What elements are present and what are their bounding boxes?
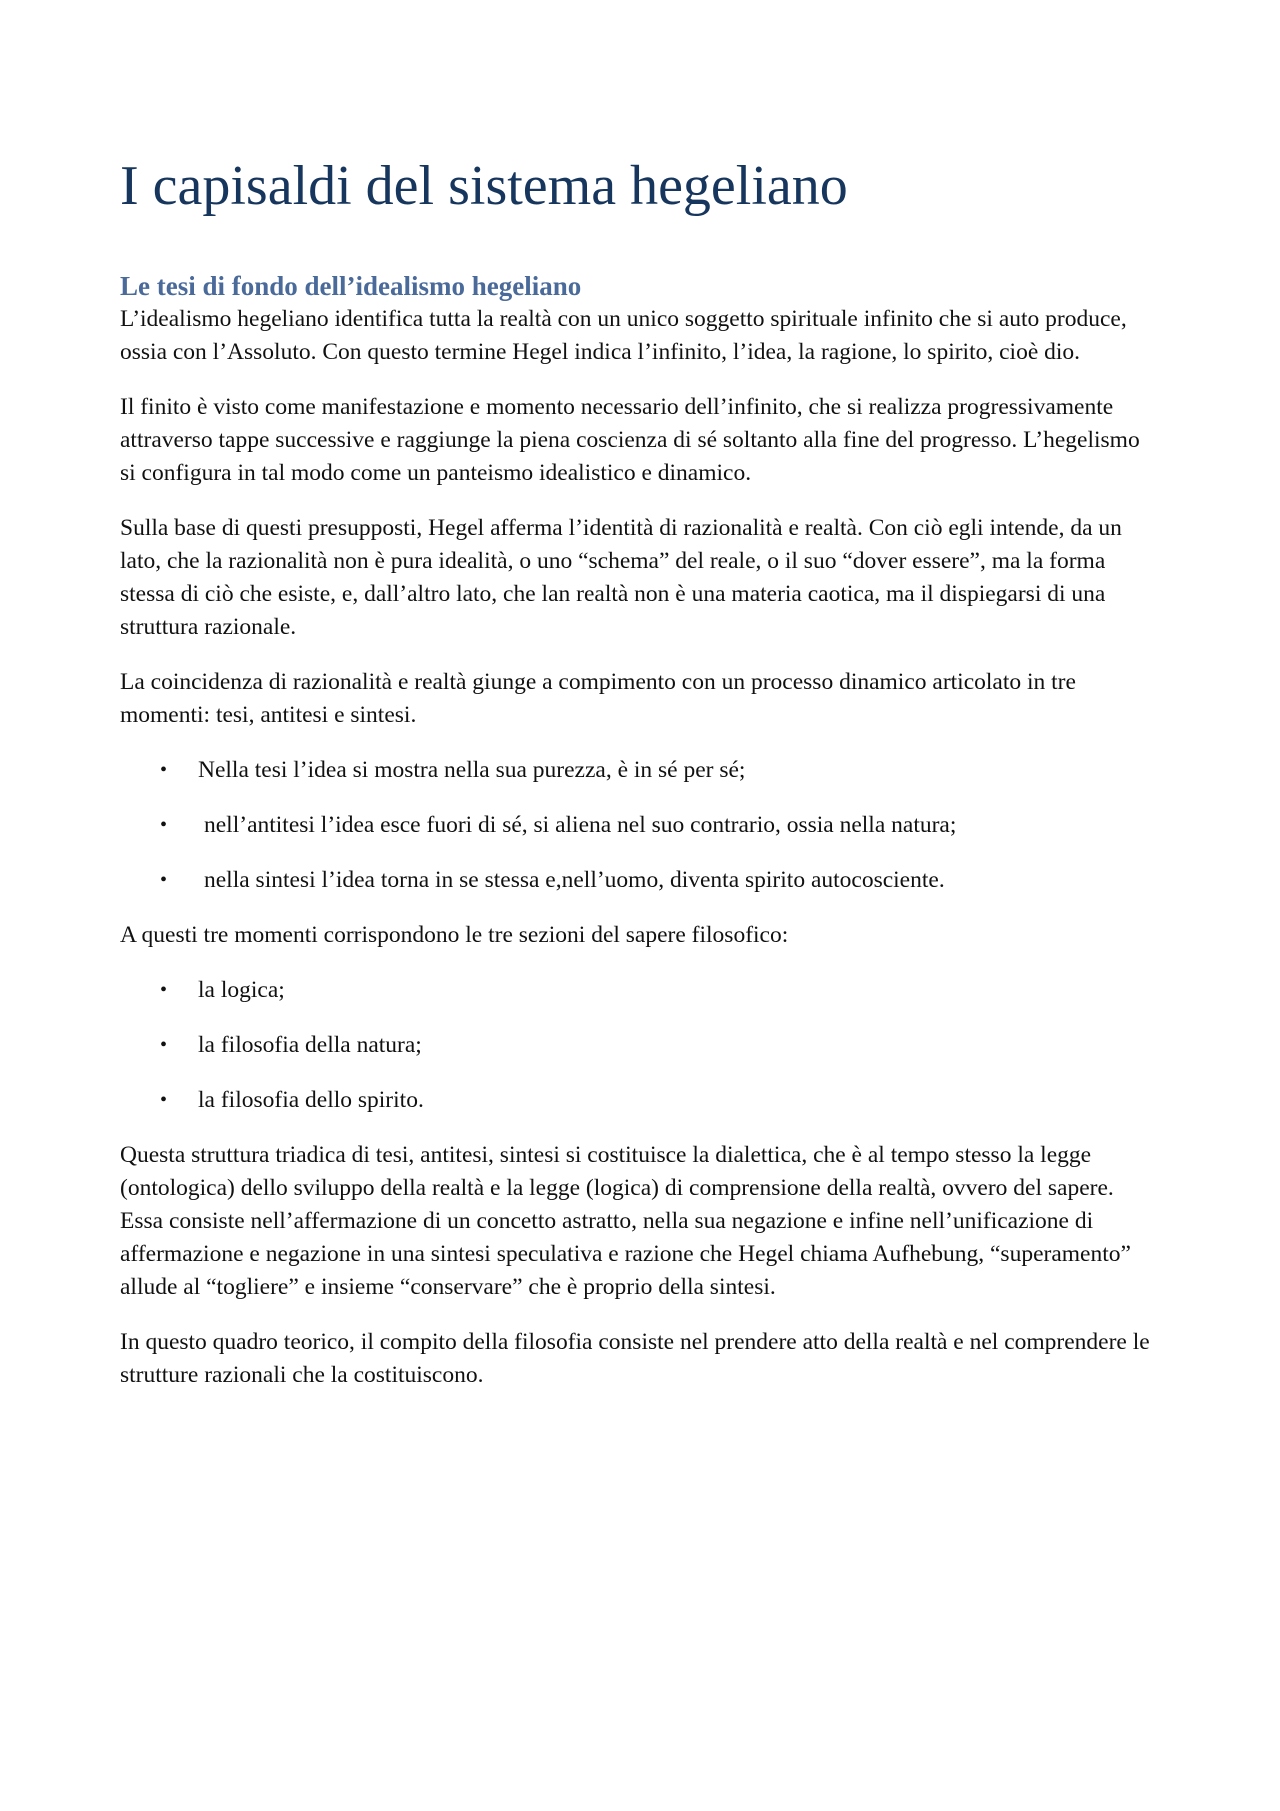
bullet-icon: • [160, 1034, 168, 1056]
paragraph-assoluto: L’idealismo hegeliano identifica tutta la realtà con un unico soggetto spirituale infinito che si auto produce, ossia con l’Assoluto. Con questo termine Hegel indica l’infinito, l’idea, la ragione, lo spirito, cioè dio. [120, 306, 1127, 365]
paragraph-dialettica: Questa struttura triadica di tesi, antitesi, sintesi si costituisce la dialettica, che è al tempo stesso la legge (ontologica) dello sviluppo della realtà e la legge (logica) di comprensione della realtà, ovvero del sapere. Essa consiste nell’affermazione di un concetto astratto, nella sua negazione e infine nell’unificazione di affermazione e negazione in una sintesi speculativa e razione che Hegel chiama Aufhebung, “superamento” allude al “togliere” e insieme “conservare” che è proprio della sintesi. [120, 1142, 1131, 1300]
sections-list [120, 974, 1160, 1117]
paragraph-sezioni-intro: A questi tre momenti corrispondono le tre sezioni del sapere filosofico: [120, 922, 789, 948]
bullet-icon: • [160, 814, 168, 836]
list-item-sintesi [120, 864, 1160, 897]
list-item-filosofia-spirito [120, 1084, 1160, 1117]
paragraph-tre-momenti: La coincidenza di razionalità e realtà giunge a compimento con un processo dinamico articolato in tre momenti: tesi, antitesi e sintesi. [120, 669, 1076, 728]
list-item-filosofia-natura [120, 1029, 1160, 1062]
list-item-text: Nella tesi l’idea si mostra nella sua purezza, è in sé per sé; [198, 757, 746, 783]
list-item-tesi [120, 754, 1160, 787]
moments-list [120, 754, 1160, 897]
list-item-text: la filosofia dello spirito. [198, 1087, 424, 1113]
paragraph-finito: Il finito è visto come manifestazione e momento necessario dell’infinito, che si realizza progressivamente attraverso tappe successive e raggiunge la piena coscienza di sé soltanto alla fine del progresso. L’hegelismo si configura in tal modo come un panteismo idealistico e dinamico. [120, 394, 1140, 486]
bullet-icon: • [160, 1089, 168, 1111]
list-item-text: nella sintesi l’idea torna in se stessa e,nell’uomo, diventa spirito autocosciente. [204, 867, 945, 893]
list-item-text: nell’antitesi l’idea esce fuori di sé, si aliena nel suo contrario, ossia nella natura; [204, 812, 957, 838]
document-body [120, 152, 1160, 1414]
list-item-antitesi [120, 809, 1160, 842]
section-heading: Le tesi di fondo dell’idealismo hegeliano [120, 271, 582, 301]
bullet-icon: • [160, 759, 168, 781]
list-item-logica [120, 974, 1160, 1007]
document-title: I capisaldi del sistema hegeliano [120, 155, 848, 217]
paragraph-razionalita-realta: Sulla base di questi presupposti, Hegel afferma l’identità di razionalità e realtà. Con ciò egli intende, da un lato, che la razionalità non è pura idealità, o uno “schema” del reale, o il suo “dover essere”, ma la forma stessa di ciò che esiste, e, dall’altro lato, che lan realtà non è una materia caotica, ma il dispiegarsi di una struttura razionale. [120, 515, 1122, 640]
list-item-text: la logica; [198, 977, 285, 1003]
bullet-icon: • [160, 979, 168, 1001]
bullet-icon: • [160, 869, 168, 891]
list-item-text: la filosofia della natura; [198, 1032, 422, 1058]
paragraph-compito-filosofia: In questo quadro teorico, il compito della filosofia consiste nel prendere atto della realtà e nel comprendere le strutture razionali che la costituiscono. [120, 1329, 1150, 1388]
